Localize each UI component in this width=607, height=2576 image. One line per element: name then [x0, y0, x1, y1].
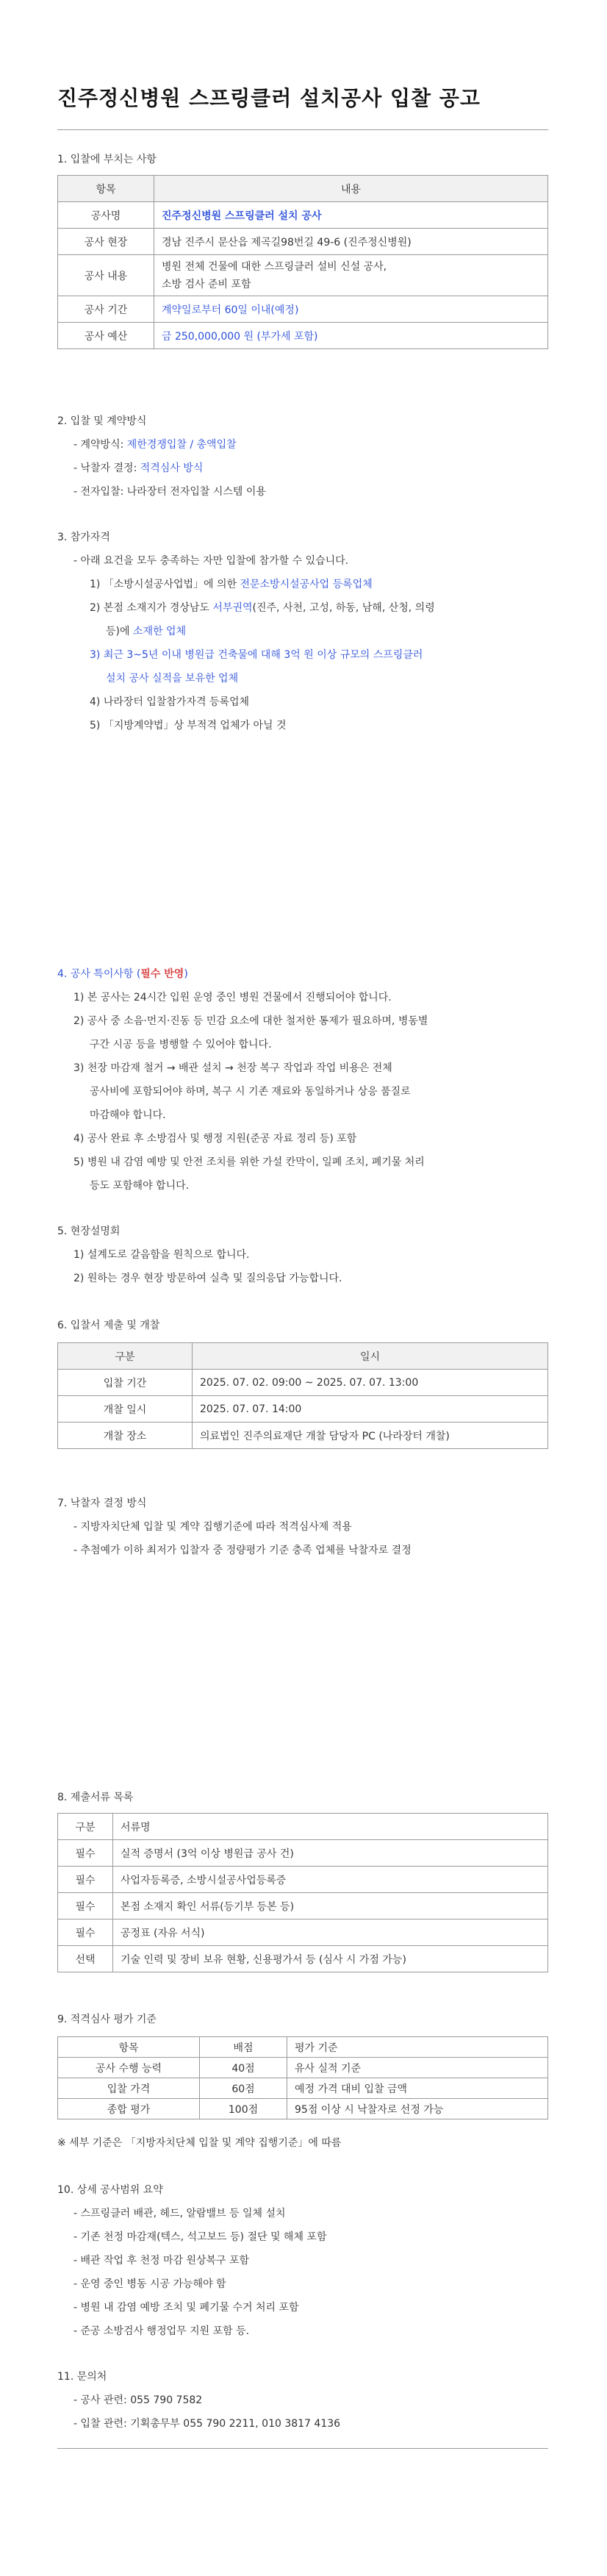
item-highlight: 소재한 업체: [132, 626, 187, 637]
table-row: [58, 1893, 548, 1920]
line-prefix: - 계약방식:: [73, 439, 127, 451]
row-label: 필수: [58, 1840, 113, 1867]
table-row: [58, 2099, 548, 2119]
page-title: 진주정신병원 스프링클러 설치공사 입찰 공고: [57, 86, 481, 110]
row-item: 종합 평가: [58, 2099, 200, 2119]
scope-line: - 운영 중인 병동 시공 가능해야 함: [73, 2278, 226, 2290]
section-1-heading: 1. 입찰에 부치는 사항: [57, 154, 157, 165]
header-category: 구분: [58, 1814, 113, 1840]
item-text: 등)에: [106, 626, 133, 637]
item-text: 2) 본점 소재지가 경상남도: [90, 602, 213, 614]
header-document: 서류명: [113, 1814, 548, 1840]
section-10-heading: 10. 상세 공사범위 요약: [57, 2184, 163, 2196]
section-8-heading: 8. 제출서류 목록: [57, 1792, 134, 1803]
table-row: [58, 229, 548, 255]
row-item: 공사 수행 능력: [58, 2058, 200, 2078]
table-row: [58, 1946, 548, 1972]
schedule-table: [57, 1342, 548, 1449]
row-label: 개찰 일시: [58, 1396, 193, 1423]
table-row: [58, 296, 548, 323]
qualification-item-cont: 설치 공사 실적을 보유한 업체: [106, 673, 239, 684]
special-item-cont: 구간 시공 등을 병행할 수 있어야 합니다.: [90, 1039, 272, 1051]
section-3-heading: 3. 참가자격: [57, 532, 110, 543]
row-value: 2025. 07. 07. 14:00: [193, 1396, 548, 1423]
contact-line: - 입찰 관련: 기획총무부 055 790 2211, 010 3817 4136: [73, 2418, 341, 2430]
table-row: [58, 202, 548, 229]
row-label: 공사 내용: [58, 255, 154, 296]
footer-divider: [57, 2448, 548, 2449]
table-row: [58, 2078, 548, 2099]
item-highlight: 서부권역: [212, 602, 253, 614]
contact-line: - 공사 관련: 055 790 7582: [73, 2394, 203, 2406]
row-value: 의료법인 진주의료재단 개찰 담당자 PC (나라장터 개찰): [193, 1423, 548, 1449]
row-label: 공사 기간: [58, 296, 154, 323]
row-label: 입찰 기간: [58, 1370, 193, 1396]
line-value: 적격심사 방식: [140, 462, 204, 474]
section-4-heading: [57, 966, 188, 981]
row-value: 사업자등록증, 소방시설공사업등록증: [113, 1867, 548, 1893]
qualification-item: 4) 나라장터 입찰참가자격 등록업체: [90, 696, 250, 708]
header-content: 내용: [154, 176, 548, 202]
bid-items-table: [57, 175, 548, 349]
row-value: 진주정신병원 스프링클러 설치 공사: [154, 202, 548, 229]
header-category: 구분: [58, 1343, 193, 1370]
scope-line: - 준공 소방검사 행정업무 지원 포함 등.: [73, 2325, 250, 2337]
row-value: 경남 진주시 문산읍 제곡길98번길 49-6 (진주정신병원): [154, 229, 548, 255]
e-bid-line: - 전자입찰: 나라장터 전자입찰 시스템 이용: [73, 486, 266, 498]
scope-line: - 기존 천정 마감재(텍스, 석고보드 등) 절단 및 해체 포함: [73, 2231, 327, 2243]
heading-text: 공사 특이사항 (: [70, 968, 141, 980]
row-value: 기술 인력 및 장비 보유 현황, 신용평가서 등 (심사 시 가점 가능): [113, 1946, 548, 1972]
table-row: [58, 1867, 548, 1893]
table-row: [58, 255, 548, 296]
briefing-item: 2) 원하는 경우 현장 방문하여 실측 및 질의응답 가능합니다.: [73, 1273, 342, 1284]
title-divider: [57, 129, 548, 130]
row-value-line: 병원 전체 건물에 대한 스프링클러 설비 신설 공사,: [162, 260, 387, 273]
table-row: [58, 323, 548, 349]
row-score: 100점: [200, 2099, 287, 2119]
row-score: 40점: [200, 2058, 287, 2078]
qualification-item: [90, 576, 373, 591]
table-header-row: [58, 1814, 548, 1840]
row-score: 60점: [200, 2078, 287, 2099]
row-label: 필수: [58, 1920, 113, 1946]
row-value: 공정표 (자유 서식): [113, 1920, 548, 1946]
item-text: 1) 「소방시설공사업법」에 의한: [90, 579, 240, 590]
row-label: 필수: [58, 1893, 113, 1920]
table-row: [58, 1423, 548, 1449]
row-value: 본점 소재지 확인 서류(등기부 등본 등): [113, 1893, 548, 1920]
decision-line: - 추첨예가 이하 최저가 입찰자 중 정량평가 기준 충족 업체를 낙찰자로 결정: [73, 1545, 412, 1556]
special-item: 4) 공사 완료 후 소방검사 및 행정 지원(준공 자료 정리 등) 포함: [73, 1133, 357, 1145]
table-row: [58, 2058, 548, 2078]
special-item: 3) 천장 마감재 철거 → 배관 설치 → 천장 복구 작업과 작업 비용은 전체: [73, 1062, 392, 1074]
special-item: 2) 공사 중 소음·먼지·진동 등 민감 요소에 대한 철저한 통제가 필요하며, 병동별: [73, 1015, 428, 1027]
qualification-item: 3) 최근 3~5년 이내 병원급 건축물에 대해 3억 원 이상 규모의 스프링클러: [90, 649, 423, 661]
contract-method-line: [73, 437, 237, 451]
header-item: 항목: [58, 2037, 200, 2058]
row-value: 계약일로부터 60일 이내(예정): [154, 296, 548, 323]
decision-line: - 지방자치단체 입찰 및 계약 집행기준에 따라 적격심사제 적용: [73, 1521, 352, 1533]
row-label: 공사명: [58, 202, 154, 229]
winner-method-line: [73, 460, 203, 475]
row-criteria: 예정 가격 대비 입찰 금액: [287, 2078, 548, 2099]
table-row: [58, 1396, 548, 1423]
scope-line: - 병원 내 감염 예방 조치 및 폐기물 수거 처리 포함: [73, 2302, 299, 2314]
special-item: 1) 본 공사는 24시간 입원 운영 중인 병원 건물에서 진행되어야 합니다.: [73, 992, 392, 1003]
section-5-heading: 5. 현장설명회: [57, 1226, 121, 1237]
row-value: 2025. 07. 02. 09:00 ~ 2025. 07. 07. 13:00: [193, 1370, 548, 1396]
heading-text: ): [184, 968, 188, 980]
row-label: 선택: [58, 1946, 113, 1972]
item-text: (진주, 사천, 고성, 하동, 남해, 산청, 의령: [252, 602, 435, 614]
row-label: 개찰 장소: [58, 1423, 193, 1449]
header-criteria: 평가 기준: [287, 2037, 548, 2058]
table-header-row: [58, 1343, 548, 1370]
special-item-cont: 공사비에 포함되어야 하며, 복구 시 기존 재료와 동일하거나 상응 품질로: [90, 1086, 411, 1098]
section-6-heading: 6. 입찰서 제출 및 개찰: [57, 1320, 160, 1331]
row-value: [154, 255, 548, 296]
header-item: 항목: [58, 176, 154, 202]
table-row: [58, 1920, 548, 1946]
qualification-item: 5) 「지방계약법」상 부적격 업체가 아닐 것: [90, 720, 287, 731]
section-11-heading: 11. 문의처: [57, 2371, 107, 2383]
section-2-heading: 2. 입찰 및 계약방식: [57, 415, 147, 427]
table-row: [58, 1370, 548, 1396]
special-item: 5) 병원 내 감염 예방 및 안전 조치를 위한 가설 칸막이, 일폐 조치, 폐기물 처리: [73, 1156, 425, 1168]
required-badge: 필수 반영: [140, 968, 184, 980]
row-value: 금 250,000,000 원 (부가세 포함): [154, 323, 548, 349]
header-datetime: 일시: [193, 1343, 548, 1370]
line-prefix: - 낙찰자 결정:: [73, 462, 140, 474]
heading-number: 4.: [57, 968, 71, 980]
qualification-intro: - 아래 요건을 모두 충족하는 자만 입찰에 참가할 수 있습니다.: [73, 555, 349, 567]
qualification-item-cont: [106, 623, 186, 638]
row-label: 공사 예산: [58, 323, 154, 349]
section-9-heading: 9. 적격심사 평가 기준: [57, 2014, 157, 2025]
evaluation-note: ※ 세부 기준은 「지방자치단체 입찰 및 계약 집행기준」에 따름: [57, 2137, 342, 2149]
row-item: 입찰 가격: [58, 2078, 200, 2099]
section-7-heading: 7. 낙찰자 결정 방식: [57, 1498, 147, 1509]
row-value-line: 소방 검사 준비 포함: [162, 278, 251, 290]
row-value: 실적 증명서 (3억 이상 병원급 공사 건): [113, 1840, 548, 1867]
row-label: 필수: [58, 1867, 113, 1893]
row-label: 공사 현장: [58, 229, 154, 255]
header-score: 배점: [200, 2037, 287, 2058]
line-value: 제한경쟁입찰 / 총액입찰: [126, 439, 237, 451]
row-criteria: 95점 이상 시 낙찰자로 선정 가능: [287, 2099, 548, 2119]
briefing-item: 1) 설계도로 갈음함을 원칙으로 합니다.: [73, 1249, 250, 1261]
scope-line: - 스프링클러 배관, 헤드, 알람밸브 등 일체 설치: [73, 2208, 286, 2219]
documents-table: [57, 1813, 548, 1972]
evaluation-table: [57, 2036, 548, 2119]
special-item-cont: 등도 포함해야 합니다.: [90, 1180, 190, 1192]
table-header-row: [58, 176, 548, 202]
table-header-row: [58, 2037, 548, 2058]
special-item-cont: 마감해야 합니다.: [90, 1109, 166, 1121]
scope-line: - 배관 작업 후 천정 마감 원상복구 포함: [73, 2255, 250, 2266]
row-criteria: 유사 실적 기준: [287, 2058, 548, 2078]
item-highlight: 전문소방시설공사업 등록업체: [240, 579, 373, 590]
qualification-item: [90, 600, 435, 615]
table-row: [58, 1840, 548, 1867]
